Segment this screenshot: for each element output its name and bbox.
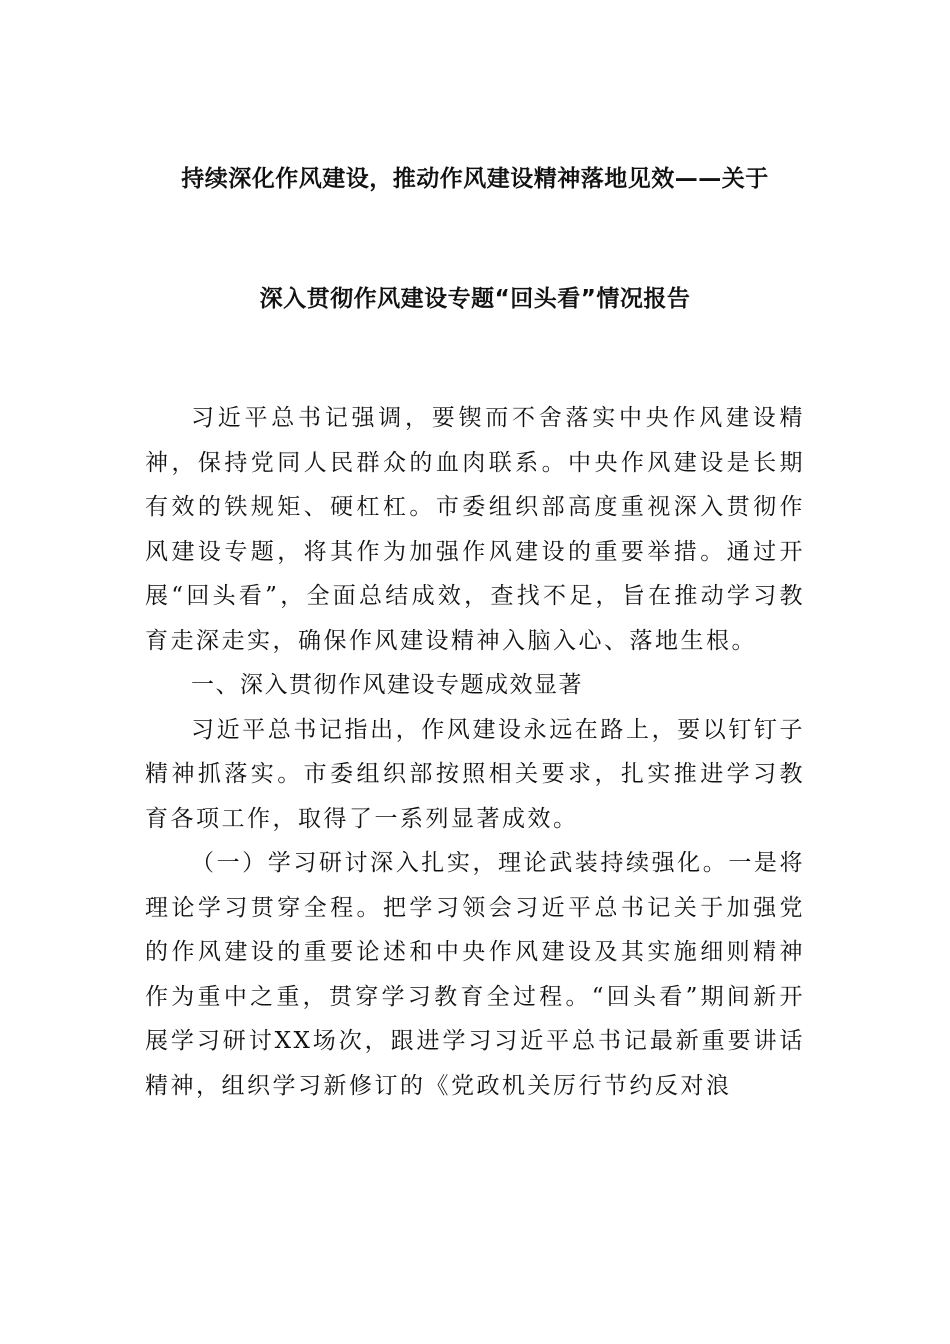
paragraph-intro: 习近平总书记强调，要锲而不舍落实中央作风建设精神，保持党同人民群众的血肉联系。中央作风建设是长期有效的铁规矩、硬杠杠。市委组织部高度重视深入贯彻作风建设专题，将其作为加强作风建设的重要举措。通过开展“回头看”，全面总结成效，查找不足，旨在推动学习教育走深走实，确保作风建设精神入脑入心、落地生根。 [145, 405, 805, 654]
paragraph-section-1: 习近平总书记指出，作风建设永远在路上，要以钉钉子精神抓落实。市委组织部按照相关要求，扎实推进学习教育各项工作，取得了一系列显著成效。 [145, 716, 805, 832]
section-heading-1: 一、深入贯彻作风建设专题成效显著 [191, 672, 583, 698]
document-body [145, 396, 805, 1108]
document-title-line-1: 持续深化作风建设，推动作风建设精神落地见效——关于 [181, 166, 769, 192]
paragraph-subsection-1: （一）学习研讨深入扎实，理论武装持续强化。一是将理论学习贯穿全程。把学习领会习近平总书记关于加强党的作风建设的重要论述和中央作风建设及其实施细则精神作为重中之重，贯穿学习教育全过程。“回头看”期间新开展学习研讨XX场次，跟进学习习近平总书记最新重要讲话精神，组织学习新修订的《党政机关厉行节约反对浪 [145, 850, 805, 1099]
document-title-line-2: 深入贯彻作风建设专题“回头看”情况报告 [259, 286, 691, 312]
